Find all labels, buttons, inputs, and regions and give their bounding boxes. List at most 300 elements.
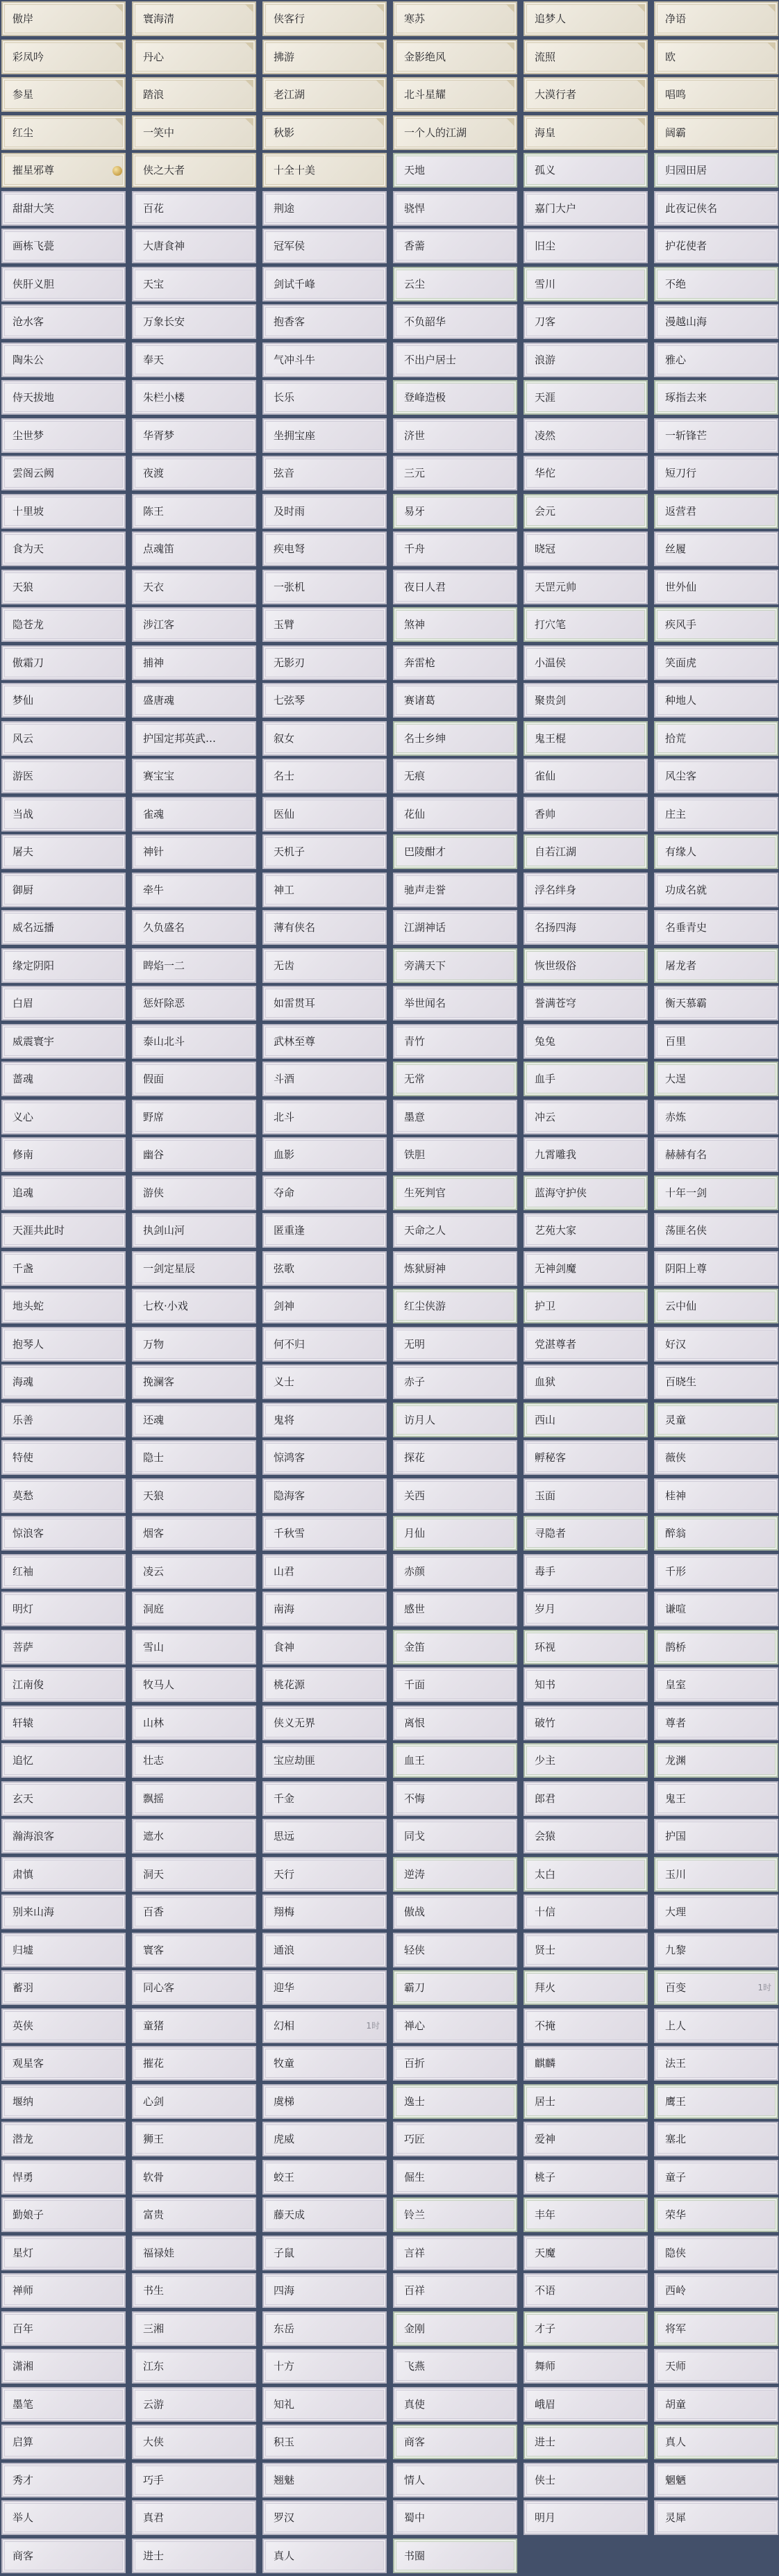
title-card[interactable] bbox=[262, 1100, 387, 1134]
title-card[interactable] bbox=[1, 986, 126, 1021]
title-card[interactable] bbox=[523, 1, 648, 36]
title-card[interactable] bbox=[393, 2538, 517, 2573]
title-card[interactable] bbox=[1, 1554, 126, 1589]
title-card[interactable] bbox=[1, 1175, 126, 1210]
title-card[interactable] bbox=[262, 1781, 387, 1816]
title-card[interactable] bbox=[262, 2311, 387, 2346]
title-card[interactable] bbox=[132, 570, 256, 604]
title-card[interactable] bbox=[654, 1478, 778, 1513]
title-card[interactable] bbox=[393, 494, 517, 529]
title-card[interactable] bbox=[262, 797, 387, 832]
title-card[interactable] bbox=[393, 1554, 517, 1589]
title-card[interactable] bbox=[132, 1592, 256, 1626]
title-card[interactable] bbox=[1, 380, 126, 415]
title-card[interactable] bbox=[132, 1894, 256, 1929]
title-card[interactable] bbox=[132, 115, 256, 150]
title-card[interactable] bbox=[393, 1137, 517, 1172]
title-card[interactable] bbox=[654, 456, 778, 490]
title-card[interactable] bbox=[393, 2160, 517, 2195]
title-card[interactable] bbox=[523, 1478, 648, 1513]
title-card[interactable] bbox=[654, 683, 778, 718]
title-card[interactable] bbox=[1, 834, 126, 869]
title-card[interactable] bbox=[262, 721, 387, 756]
title-card[interactable] bbox=[523, 229, 648, 263]
title-card[interactable] bbox=[393, 342, 517, 377]
title-card[interactable] bbox=[393, 1667, 517, 1702]
title-card[interactable] bbox=[1, 721, 126, 756]
title-card[interactable] bbox=[393, 1100, 517, 1134]
title-card[interactable] bbox=[654, 1403, 778, 1437]
title-card[interactable] bbox=[132, 2046, 256, 2081]
title-card[interactable] bbox=[1, 1894, 126, 1929]
title-card[interactable] bbox=[523, 342, 648, 377]
title-card[interactable] bbox=[262, 1062, 387, 1096]
title-card[interactable] bbox=[132, 2160, 256, 2195]
title-card[interactable] bbox=[262, 1364, 387, 1399]
title-card[interactable] bbox=[393, 191, 517, 226]
title-card[interactable] bbox=[132, 267, 256, 302]
title-card[interactable] bbox=[132, 1403, 256, 1437]
title-card[interactable] bbox=[1, 2236, 126, 2270]
title-card[interactable] bbox=[1, 1592, 126, 1626]
title-card[interactable] bbox=[523, 1667, 648, 1702]
title-card[interactable] bbox=[1, 2500, 126, 2535]
title-card[interactable] bbox=[132, 1213, 256, 1248]
title-card[interactable] bbox=[262, 418, 387, 453]
title-card[interactable] bbox=[523, 1781, 648, 1816]
title-card[interactable] bbox=[523, 1743, 648, 1778]
title-card[interactable] bbox=[654, 2160, 778, 2195]
title-card[interactable] bbox=[132, 304, 256, 339]
title-card[interactable] bbox=[654, 1743, 778, 1778]
title-card[interactable] bbox=[393, 1819, 517, 1853]
title-card[interactable] bbox=[523, 683, 648, 718]
title-card[interactable] bbox=[262, 1554, 387, 1589]
title-card[interactable] bbox=[654, 2311, 778, 2346]
title-card[interactable] bbox=[132, 721, 256, 756]
title-card[interactable] bbox=[654, 1327, 778, 1362]
title-card[interactable] bbox=[523, 1706, 648, 1740]
title-card[interactable] bbox=[393, 1706, 517, 1740]
title-card[interactable] bbox=[1, 2084, 126, 2119]
title-card[interactable] bbox=[1, 948, 126, 983]
title-card[interactable] bbox=[393, 2349, 517, 2384]
title-card[interactable] bbox=[262, 342, 387, 377]
title-card[interactable] bbox=[1, 1516, 126, 1551]
title-card[interactable] bbox=[262, 1175, 387, 1210]
title-card[interactable] bbox=[262, 2084, 387, 2119]
title-card[interactable] bbox=[523, 1364, 648, 1399]
title-card[interactable] bbox=[393, 1, 517, 36]
title-card[interactable] bbox=[262, 759, 387, 793]
title-card[interactable] bbox=[523, 494, 648, 529]
title-card[interactable] bbox=[262, 2463, 387, 2497]
title-card[interactable] bbox=[262, 380, 387, 415]
title-card[interactable] bbox=[654, 494, 778, 529]
title-card[interactable] bbox=[262, 2500, 387, 2535]
title-card[interactable] bbox=[132, 1100, 256, 1134]
title-card[interactable] bbox=[523, 418, 648, 453]
title-card[interactable] bbox=[654, 1933, 778, 1967]
title-card[interactable] bbox=[393, 1024, 517, 1059]
title-card[interactable] bbox=[262, 2387, 387, 2422]
title-card[interactable] bbox=[1, 1213, 126, 1248]
title-card[interactable] bbox=[523, 2500, 648, 2535]
title-card[interactable] bbox=[654, 1781, 778, 1816]
title-card[interactable] bbox=[262, 1592, 387, 1626]
title-card[interactable] bbox=[523, 304, 648, 339]
title-card[interactable] bbox=[1, 2311, 126, 2346]
title-card[interactable] bbox=[523, 1554, 648, 1589]
title-card[interactable] bbox=[132, 2197, 256, 2232]
title-card[interactable] bbox=[132, 797, 256, 832]
title-card[interactable] bbox=[132, 986, 256, 1021]
title-card[interactable] bbox=[523, 797, 648, 832]
title-card[interactable] bbox=[523, 2046, 648, 2081]
title-card[interactable] bbox=[654, 986, 778, 1021]
title-card[interactable] bbox=[1, 1781, 126, 1816]
title-card[interactable] bbox=[393, 2463, 517, 2497]
title-card[interactable] bbox=[393, 40, 517, 74]
title-card[interactable] bbox=[1, 115, 126, 150]
title-card[interactable] bbox=[132, 418, 256, 453]
title-card[interactable] bbox=[654, 1, 778, 36]
title-card[interactable] bbox=[262, 77, 387, 112]
title-card[interactable] bbox=[654, 531, 778, 566]
title-card[interactable] bbox=[132, 1857, 256, 1892]
title-card[interactable] bbox=[1, 1440, 126, 1475]
title-card[interactable] bbox=[132, 1630, 256, 1665]
title-card[interactable] bbox=[262, 191, 387, 226]
title-card[interactable] bbox=[654, 2197, 778, 2232]
title-card[interactable] bbox=[1, 607, 126, 642]
title-card[interactable] bbox=[654, 380, 778, 415]
title-card[interactable] bbox=[132, 342, 256, 377]
title-card[interactable] bbox=[523, 1289, 648, 1323]
title-card[interactable] bbox=[132, 1970, 256, 2005]
title-card[interactable] bbox=[523, 2425, 648, 2459]
title-card[interactable] bbox=[1, 494, 126, 529]
title-card[interactable] bbox=[262, 1251, 387, 1286]
title-card[interactable] bbox=[132, 380, 256, 415]
title-card[interactable] bbox=[262, 683, 387, 718]
title-card[interactable] bbox=[262, 1024, 387, 1059]
title-card[interactable] bbox=[654, 418, 778, 453]
title-card[interactable] bbox=[393, 910, 517, 945]
title-card[interactable] bbox=[262, 1516, 387, 1551]
title-card[interactable] bbox=[262, 1478, 387, 1513]
title-card[interactable] bbox=[523, 1516, 648, 1551]
title-card[interactable] bbox=[393, 2084, 517, 2119]
title-card[interactable] bbox=[523, 2273, 648, 2308]
title-card[interactable] bbox=[523, 2311, 648, 2346]
title-card[interactable] bbox=[393, 834, 517, 869]
title-card[interactable] bbox=[132, 2538, 256, 2573]
title-card[interactable] bbox=[1, 77, 126, 112]
title-card[interactable] bbox=[523, 2463, 648, 2497]
title-card[interactable] bbox=[654, 1062, 778, 1096]
title-card[interactable] bbox=[523, 1024, 648, 1059]
title-card[interactable] bbox=[1, 645, 126, 680]
title-card[interactable] bbox=[132, 456, 256, 490]
title-card[interactable] bbox=[393, 1630, 517, 1665]
title-card[interactable] bbox=[132, 1478, 256, 1513]
title-card[interactable] bbox=[393, 2425, 517, 2459]
title-card[interactable] bbox=[1, 304, 126, 339]
title-card[interactable] bbox=[523, 2236, 648, 2270]
title-card[interactable] bbox=[132, 607, 256, 642]
title-card[interactable] bbox=[393, 1213, 517, 1248]
title-card[interactable] bbox=[393, 2197, 517, 2232]
title-card[interactable] bbox=[132, 2122, 256, 2156]
title-card[interactable] bbox=[654, 1213, 778, 1248]
title-card[interactable] bbox=[262, 2273, 387, 2308]
title-card[interactable] bbox=[1, 1251, 126, 1286]
title-card[interactable] bbox=[654, 1175, 778, 1210]
title-card[interactable] bbox=[262, 531, 387, 566]
title-card[interactable] bbox=[132, 873, 256, 907]
title-card[interactable] bbox=[654, 1289, 778, 1323]
title-card[interactable] bbox=[1, 267, 126, 302]
title-card[interactable] bbox=[1, 1403, 126, 1437]
title-card[interactable] bbox=[262, 1213, 387, 1248]
title-card[interactable] bbox=[1, 2349, 126, 2384]
title-card[interactable] bbox=[523, 1894, 648, 1929]
title-card[interactable] bbox=[654, 1554, 778, 1589]
title-card[interactable] bbox=[262, 1933, 387, 1967]
title-card[interactable] bbox=[1, 1857, 126, 1892]
title-card[interactable] bbox=[523, 1592, 648, 1626]
title-card[interactable] bbox=[262, 910, 387, 945]
title-card[interactable] bbox=[654, 721, 778, 756]
title-card[interactable] bbox=[654, 834, 778, 869]
title-card[interactable] bbox=[262, 1327, 387, 1362]
title-card[interactable] bbox=[523, 2160, 648, 2195]
title-card[interactable] bbox=[654, 2084, 778, 2119]
title-card[interactable] bbox=[1, 2122, 126, 2156]
title-card[interactable] bbox=[654, 873, 778, 907]
title-card[interactable] bbox=[393, 115, 517, 150]
title-card[interactable] bbox=[262, 1667, 387, 1702]
title-card[interactable] bbox=[1, 1289, 126, 1323]
title-card[interactable] bbox=[1, 2046, 126, 2081]
title-card[interactable] bbox=[654, 570, 778, 604]
title-card[interactable] bbox=[262, 494, 387, 529]
title-card[interactable] bbox=[262, 267, 387, 302]
title-card[interactable] bbox=[1, 2463, 126, 2497]
title-card[interactable] bbox=[523, 1630, 648, 1665]
title-card[interactable] bbox=[523, 759, 648, 793]
title-card[interactable] bbox=[132, 1554, 256, 1589]
title-card[interactable] bbox=[262, 948, 387, 983]
title-card[interactable] bbox=[393, 1592, 517, 1626]
title-card[interactable] bbox=[132, 1743, 256, 1778]
title-card[interactable] bbox=[132, 229, 256, 263]
title-card[interactable] bbox=[523, 2084, 648, 2119]
title-card[interactable] bbox=[523, 1327, 648, 1362]
title-card[interactable] bbox=[262, 873, 387, 907]
title-card[interactable] bbox=[262, 153, 387, 188]
title-card[interactable] bbox=[1, 1630, 126, 1665]
title-card[interactable] bbox=[132, 1062, 256, 1096]
title-card[interactable] bbox=[1, 759, 126, 793]
title-card[interactable] bbox=[393, 1251, 517, 1286]
title-card[interactable] bbox=[523, 1933, 648, 1967]
title-card[interactable] bbox=[132, 2463, 256, 2497]
title-card[interactable] bbox=[393, 531, 517, 566]
title-card[interactable] bbox=[523, 115, 648, 150]
title-card[interactable] bbox=[262, 1819, 387, 1853]
title-card[interactable] bbox=[654, 342, 778, 377]
title-card[interactable] bbox=[262, 834, 387, 869]
title-card[interactable] bbox=[262, 2046, 387, 2081]
title-card[interactable] bbox=[654, 1819, 778, 1853]
title-card[interactable] bbox=[523, 1175, 648, 1210]
title-card[interactable] bbox=[393, 267, 517, 302]
title-card[interactable] bbox=[393, 77, 517, 112]
title-card[interactable] bbox=[523, 834, 648, 869]
title-card[interactable] bbox=[1, 1706, 126, 1740]
title-card[interactable] bbox=[393, 2273, 517, 2308]
title-card[interactable] bbox=[654, 797, 778, 832]
title-card[interactable] bbox=[393, 1781, 517, 1816]
title-card[interactable] bbox=[1, 910, 126, 945]
title-card[interactable] bbox=[132, 1364, 256, 1399]
title-card[interactable] bbox=[1, 1327, 126, 1362]
title-card[interactable] bbox=[393, 229, 517, 263]
title-card[interactable] bbox=[132, 494, 256, 529]
title-card[interactable] bbox=[523, 153, 648, 188]
title-card[interactable] bbox=[523, 191, 648, 226]
title-card[interactable] bbox=[132, 910, 256, 945]
title-card[interactable] bbox=[393, 683, 517, 718]
title-card[interactable] bbox=[523, 40, 648, 74]
title-card[interactable] bbox=[393, 2311, 517, 2346]
title-card[interactable] bbox=[132, 2084, 256, 2119]
title-card[interactable] bbox=[523, 2387, 648, 2422]
title-card[interactable] bbox=[1, 1, 126, 36]
title-card[interactable] bbox=[132, 1, 256, 36]
title-card[interactable] bbox=[1, 1024, 126, 1059]
title-card[interactable] bbox=[1, 873, 126, 907]
title-card[interactable] bbox=[262, 304, 387, 339]
title-card[interactable] bbox=[523, 873, 648, 907]
title-card[interactable] bbox=[523, 1137, 648, 1172]
title-card[interactable] bbox=[262, 1743, 387, 1778]
title-card[interactable] bbox=[132, 2311, 256, 2346]
title-card[interactable] bbox=[1, 2425, 126, 2459]
title-card[interactable] bbox=[654, 1630, 778, 1665]
title-card[interactable] bbox=[1, 1970, 126, 2005]
title-card[interactable] bbox=[393, 2387, 517, 2422]
title-card[interactable] bbox=[1, 1137, 126, 1172]
title-card[interactable] bbox=[523, 570, 648, 604]
title-card[interactable] bbox=[654, 1706, 778, 1740]
title-card[interactable] bbox=[1, 570, 126, 604]
title-card[interactable] bbox=[132, 1706, 256, 1740]
title-card[interactable] bbox=[654, 267, 778, 302]
title-card[interactable] bbox=[393, 304, 517, 339]
title-card[interactable] bbox=[393, 1062, 517, 1096]
title-card[interactable] bbox=[132, 2008, 256, 2043]
title-card[interactable] bbox=[132, 153, 256, 188]
title-card[interactable] bbox=[262, 1706, 387, 1740]
title-card[interactable] bbox=[1, 1819, 126, 1853]
title-card[interactable] bbox=[523, 1970, 648, 2005]
title-card[interactable] bbox=[393, 1894, 517, 1929]
title-card[interactable] bbox=[654, 191, 778, 226]
title-card[interactable] bbox=[393, 1743, 517, 1778]
title-card[interactable] bbox=[393, 721, 517, 756]
title-card[interactable] bbox=[132, 2273, 256, 2308]
title-card[interactable] bbox=[132, 2387, 256, 2422]
title-card[interactable] bbox=[654, 1024, 778, 1059]
title-card[interactable] bbox=[132, 1289, 256, 1323]
title-card[interactable] bbox=[132, 759, 256, 793]
title-card[interactable] bbox=[393, 153, 517, 188]
title-card[interactable] bbox=[654, 229, 778, 263]
title-card[interactable] bbox=[393, 759, 517, 793]
title-card[interactable] bbox=[523, 1213, 648, 1248]
title-card[interactable] bbox=[262, 2349, 387, 2384]
title-card[interactable] bbox=[523, 1062, 648, 1096]
title-card[interactable] bbox=[393, 1175, 517, 1210]
title-card[interactable] bbox=[393, 645, 517, 680]
title-card[interactable] bbox=[1, 1364, 126, 1399]
title-card[interactable] bbox=[654, 645, 778, 680]
title-card[interactable] bbox=[523, 456, 648, 490]
title-card[interactable] bbox=[523, 1857, 648, 1892]
title-card[interactable] bbox=[523, 1440, 648, 1475]
title-card[interactable] bbox=[262, 607, 387, 642]
title-card[interactable] bbox=[393, 607, 517, 642]
title-card[interactable] bbox=[1, 1062, 126, 1096]
title-card[interactable] bbox=[393, 797, 517, 832]
title-card[interactable] bbox=[1, 2273, 126, 2308]
title-card[interactable] bbox=[393, 873, 517, 907]
title-card[interactable] bbox=[1, 2387, 126, 2422]
title-card[interactable] bbox=[132, 645, 256, 680]
title-card[interactable] bbox=[393, 1327, 517, 1362]
title-card[interactable] bbox=[132, 1819, 256, 1853]
title-card[interactable] bbox=[654, 1516, 778, 1551]
title-card[interactable] bbox=[523, 1819, 648, 1853]
title-card[interactable] bbox=[654, 1970, 778, 2005]
title-card[interactable] bbox=[262, 2538, 387, 2573]
title-card[interactable] bbox=[1, 1933, 126, 1967]
title-card[interactable] bbox=[654, 2387, 778, 2422]
title-card[interactable] bbox=[132, 1327, 256, 1362]
title-card[interactable] bbox=[393, 1440, 517, 1475]
title-card[interactable] bbox=[393, 418, 517, 453]
title-card[interactable] bbox=[654, 2349, 778, 2384]
title-card[interactable] bbox=[393, 2500, 517, 2535]
title-card[interactable] bbox=[523, 986, 648, 1021]
title-card[interactable] bbox=[654, 153, 778, 188]
title-card[interactable] bbox=[523, 2197, 648, 2232]
title-card[interactable] bbox=[393, 1289, 517, 1323]
title-card[interactable] bbox=[523, 645, 648, 680]
title-card[interactable] bbox=[262, 115, 387, 150]
title-card[interactable] bbox=[1, 191, 126, 226]
title-card[interactable] bbox=[1, 1100, 126, 1134]
title-card[interactable] bbox=[262, 2425, 387, 2459]
title-card[interactable] bbox=[393, 1857, 517, 1892]
title-card[interactable] bbox=[654, 2425, 778, 2459]
title-card[interactable] bbox=[262, 1440, 387, 1475]
title-card[interactable] bbox=[132, 1175, 256, 1210]
title-card[interactable] bbox=[132, 40, 256, 74]
